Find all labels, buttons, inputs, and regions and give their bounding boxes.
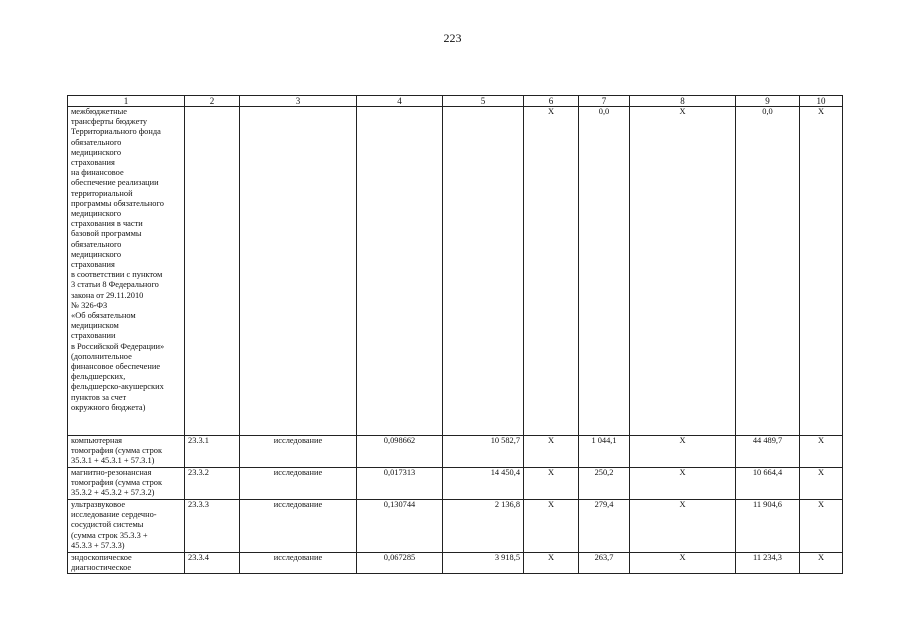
row-col6-cell: Х bbox=[524, 436, 579, 468]
row-unit-cell: исследование bbox=[240, 553, 357, 574]
column-header-6: 6 bbox=[524, 96, 579, 107]
row-col9-cell: 44 489,7 bbox=[736, 436, 800, 468]
row-code-cell: 23.3.4 bbox=[185, 553, 240, 574]
row-col6-cell: Х bbox=[524, 107, 579, 436]
row-col8-cell: Х bbox=[630, 500, 736, 553]
column-header-8: 8 bbox=[630, 96, 736, 107]
row-cost-cell bbox=[443, 107, 524, 436]
row-name-cell bbox=[68, 468, 185, 500]
row-name-cell bbox=[68, 553, 185, 574]
row-norm-cell: 0,098662 bbox=[357, 436, 443, 468]
row-col10-cell: Х bbox=[800, 468, 843, 500]
row-name-cell bbox=[68, 500, 185, 553]
row-col6-cell: Х bbox=[524, 468, 579, 500]
table-row bbox=[68, 436, 843, 468]
row-col10-cell: Х bbox=[800, 436, 843, 468]
column-header-3: 3 bbox=[240, 96, 357, 107]
column-header-7: 7 bbox=[579, 96, 630, 107]
row-unit-cell: исследование bbox=[240, 436, 357, 468]
row-cost-cell: 14 450,4 bbox=[443, 468, 524, 500]
row-col8-cell: Х bbox=[630, 553, 736, 574]
column-header-2: 2 bbox=[185, 96, 240, 107]
row-code-cell: 23.3.3 bbox=[185, 500, 240, 553]
row-col10-cell: Х bbox=[800, 500, 843, 553]
row-col8-cell: Х bbox=[630, 107, 736, 436]
row-name-text: эндоскопическое диагностическое bbox=[71, 553, 132, 573]
row-col7-cell: 250,2 bbox=[579, 468, 630, 500]
row-norm-cell: 0,130744 bbox=[357, 500, 443, 553]
row-name-text: межбюджетные трансферты бюджету Территориального фонда обязательного медицинского страхования на финансовое обеспечение реализации территориальной программы обязательного медицинского страхования в части базовой программы обязательного медицинского страхования в соответствии с пунктом 3 статьи 8 Федерального закона от 29.11.2010 № 326-ФЗ «Об обязательном медицинском страховании в Российской Федерации» (дополнительное финансовое обеспечение фельдшерских, фельдшерско-акушерских пунктов за счет окружного бюджета) bbox=[71, 107, 165, 412]
row-col9-cell: 11 234,3 bbox=[736, 553, 800, 574]
column-header-9: 9 bbox=[736, 96, 800, 107]
row-col8-cell: Х bbox=[630, 468, 736, 500]
row-col7-cell: 263,7 bbox=[579, 553, 630, 574]
row-name-text: ультразвуковое исследование сердечно- сосудистой системы (сумма строк 35.3.3 + 45.3.3 + 57.3.3) bbox=[71, 500, 157, 550]
row-name-cell bbox=[68, 107, 185, 436]
row-col6-cell: Х bbox=[524, 500, 579, 553]
row-name-text: магнитно-резонансная томография (сумма строк 35.3.2 + 45.3.2 + 57.3.2) bbox=[71, 468, 163, 498]
table-row bbox=[68, 553, 843, 574]
row-name-cell bbox=[68, 436, 185, 468]
column-header-1: 1 bbox=[68, 96, 185, 107]
row-col9-cell: 10 664,4 bbox=[736, 468, 800, 500]
row-name-text: компьютерная томография (сумма строк 35.3.1 + 45.3.1 + 57.3.1) bbox=[71, 436, 163, 466]
page-number: 223 bbox=[443, 31, 462, 45]
row-cost-cell: 3 918,5 bbox=[443, 553, 524, 574]
row-col10-cell: Х bbox=[800, 107, 843, 436]
row-col7-cell: 279,4 bbox=[579, 500, 630, 553]
row-norm-cell: 0,017313 bbox=[357, 468, 443, 500]
row-col10-cell: Х bbox=[800, 553, 843, 574]
row-col8-cell: Х bbox=[630, 436, 736, 468]
table-row bbox=[68, 468, 843, 500]
column-header-4: 4 bbox=[357, 96, 443, 107]
row-norm-cell bbox=[357, 107, 443, 436]
row-col9-cell: 0,0 bbox=[736, 107, 800, 436]
row-unit-cell: исследование bbox=[240, 468, 357, 500]
row-cost-cell: 10 582,7 bbox=[443, 436, 524, 468]
row-norm-cell: 0,067285 bbox=[357, 553, 443, 574]
table-row bbox=[68, 107, 843, 436]
column-header-10: 10 bbox=[800, 96, 843, 107]
data-table bbox=[67, 95, 843, 574]
table-header-row bbox=[68, 96, 843, 107]
row-unit-cell bbox=[240, 107, 357, 436]
row-col6-cell: Х bbox=[524, 553, 579, 574]
row-unit-cell: исследование bbox=[240, 500, 357, 553]
row-code-cell: 23.3.2 bbox=[185, 468, 240, 500]
row-col7-cell: 0,0 bbox=[579, 107, 630, 436]
row-code-cell: 23.3.1 bbox=[185, 436, 240, 468]
row-code-cell bbox=[185, 107, 240, 436]
row-cost-cell: 2 136,8 bbox=[443, 500, 524, 553]
table-row bbox=[68, 500, 843, 553]
row-col7-cell: 1 044,1 bbox=[579, 436, 630, 468]
column-header-5: 5 bbox=[443, 96, 524, 107]
row-col9-cell: 11 904,6 bbox=[736, 500, 800, 553]
